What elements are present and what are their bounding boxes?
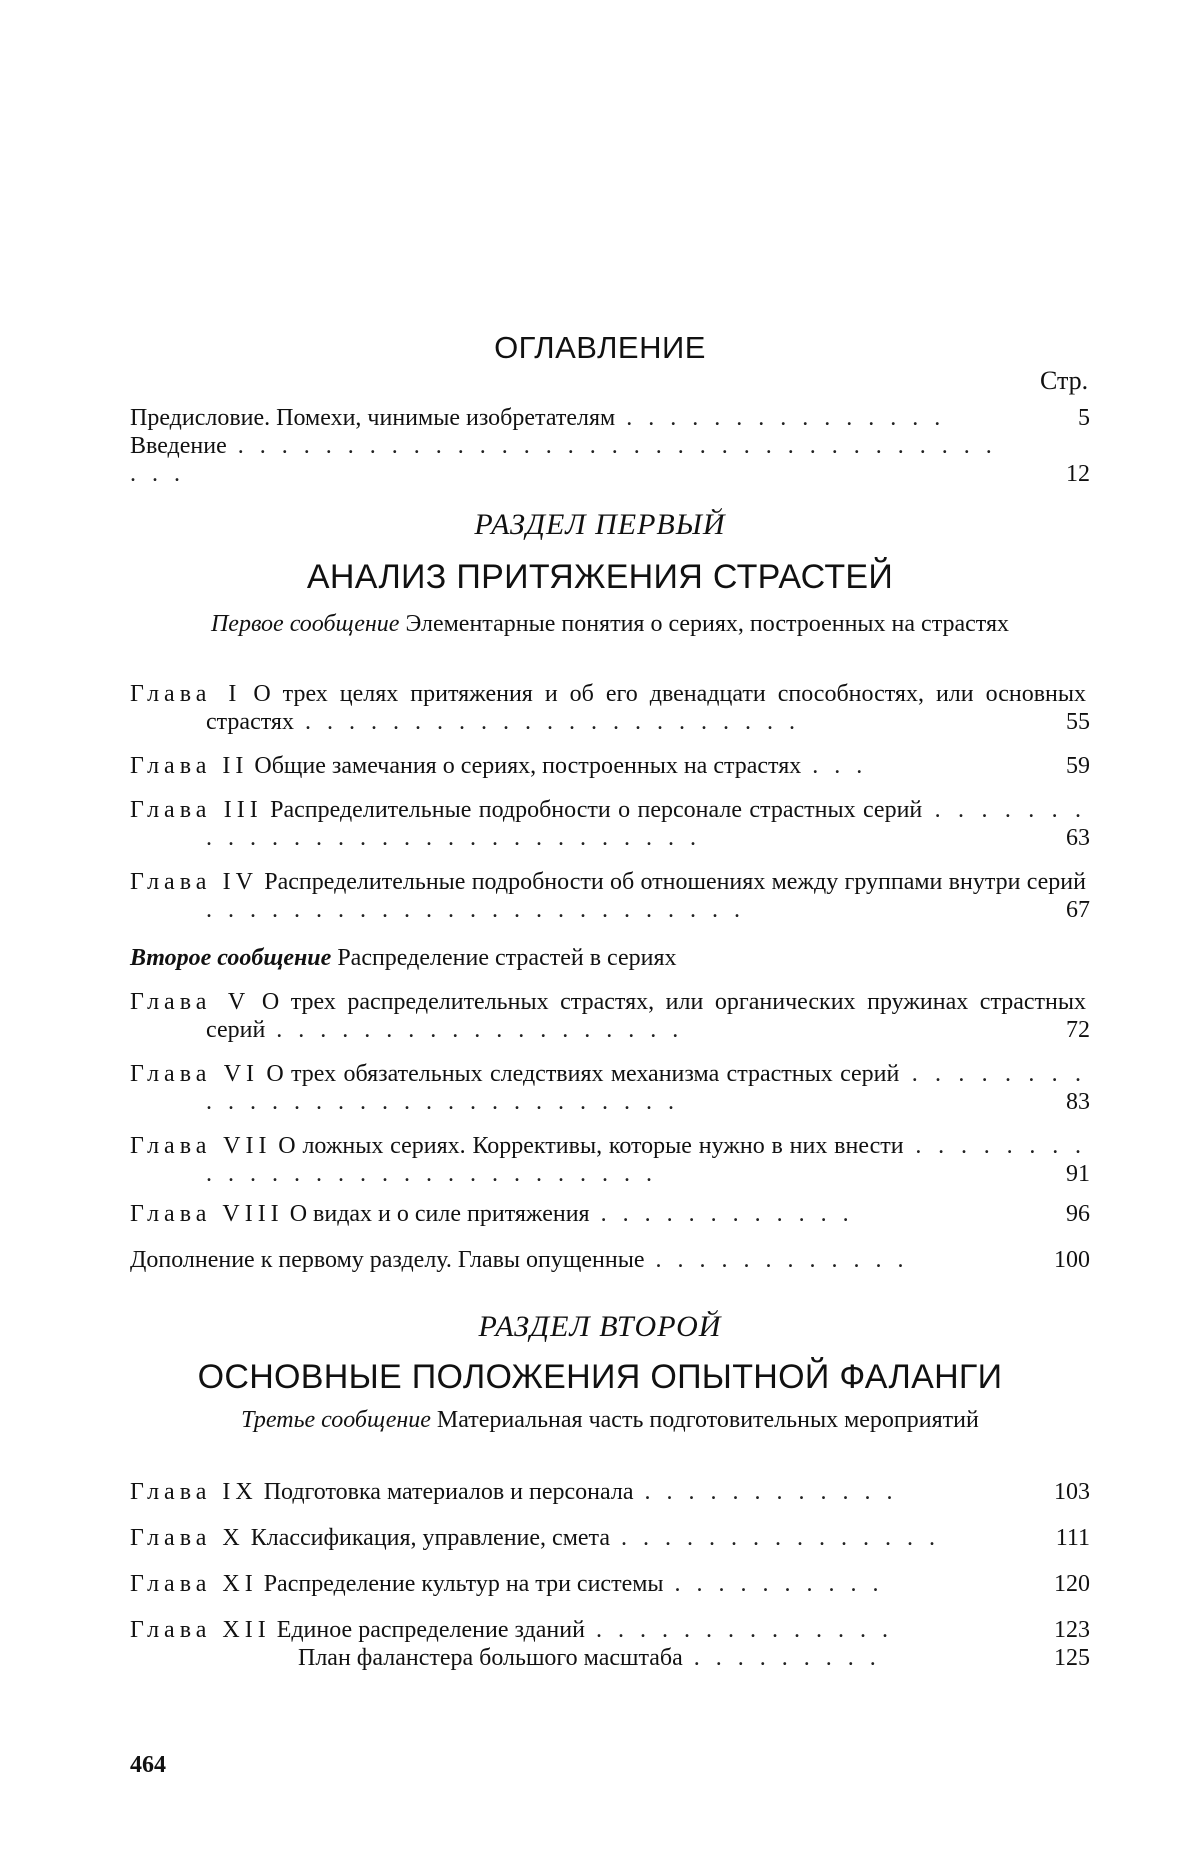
chapter-label: Глава VI [130,1061,260,1087]
chapter-label: Глава IV [130,869,258,895]
toc-entry-phalanstery-plan[interactable]: План фаланстера большого масштаба . . . . . . . . . 125 [298,1645,1090,1671]
chapter-label: Глава VII [130,1133,272,1159]
toc-entry-chapter-7[interactable]: Глава VII О ложных сериях. Коррективы, которые нужно в них внести . . . . . . . . . . . . . . . . . . . . . . . . . . . . . 91 [130,1133,1090,1187]
toc-entry-introduction[interactable]: Введение . . . . . . . . . . . . . . . . . . . . . . . . . . . . . . . . . . . . . . 12 [130,433,1090,487]
message2-lead: Второе сообщение [130,945,332,971]
entry-title: Классификация, управление, смета [244,1525,610,1551]
entry-page: 123 [1054,1617,1090,1643]
chapter-label: Глава XII [130,1617,271,1643]
entry-title: Предисловие. Помехи, чинимые изобретателям [130,405,616,431]
entry-title: Общие замечания о сериях, построенных на страстях [248,753,802,779]
chapter-label: Глава IX [130,1479,258,1505]
toc-title: ОГЛАВЛЕНИЕ [494,330,706,365]
toc-entry-chapter-12[interactable]: Глава XII Единое распределение зданий . . . . . . . . . . . . . . 123 [130,1617,1090,1643]
message1-lead: Первое сообщение [210,611,400,637]
page-column-label: Стр. [1040,366,1089,395]
toc-entry-preface[interactable]: Предисловие. Помехи, чинимые изобретателям . . . . . . . . . . . . . . . 5 [130,405,1090,431]
message3 [195,1406,1025,1434]
entry-title: О трех распределительных страстях, или органических пружинах страстных серий [206,989,1087,1043]
toc-entry-chapter-8[interactable]: Глава VIII О видах и о силе притяжения . . . . . . . . . . . . 96 [130,1201,1090,1227]
entry-page: 111 [1055,1525,1090,1551]
message3-lead: Третье сообщение [241,1407,431,1433]
message1-text: Элементарные понятия о сериях, построенных на страстях [399,611,1010,637]
page-number: 464 [130,1752,166,1778]
entry-title: О трех целях притяжения и об его двенадцати способностях, или основных страстях [206,681,1087,735]
entry-title: Дополнение к первому разделу. Главы опущенные [130,1247,645,1273]
part1-title: АНАЛИЗ ПРИТЯЖЕНИЯ СТРАСТЕЙ [306,558,894,596]
entry-page: 91 [1066,1161,1090,1187]
entry-page: 120 [1054,1571,1090,1597]
message1 [195,610,1025,638]
entry-title: Подготовка материалов и персонала [257,1479,634,1505]
entry-title: Распределительные подробности об отношениях между группами внутри серий [257,869,1086,895]
entry-page: 55 [1066,709,1090,735]
toc-entry-chapter-10[interactable]: Глава X Классификация, управление, смета . . . . . . . . . . . . . . . 111 [130,1525,1090,1551]
chapter-label: Глава I [130,681,242,707]
toc-entry-chapter-5[interactable]: Глава V О трех распределительных страстях, или органических пружинах страстных серий . . . . . . . . . . . . . . . . . . . 72 [130,989,1090,1043]
entry-page: 103 [1054,1479,1090,1505]
chapter-label: Глава X [130,1525,245,1551]
toc-entry-chapter-3[interactable]: Глава III Распределительные подробности о персонале страстных серий . . . . . . . . . . . . . . . . . . . . . . . . . . . . . . 63 [130,797,1090,851]
toc-entry-chapter-11[interactable]: Глава XI Распределение культур на три системы . . . . . . . . . . 120 [130,1571,1090,1597]
toc-entry-chapter-4[interactable]: Глава IV Распределительные подробности об отношениях между группами внутри серий . . . . . . . . . . . . . . . . . . . . . . . . . 67 [130,869,1090,923]
chapter-label: Глава III [130,797,263,823]
entry-title: Единое распределение зданий [270,1617,585,1643]
entry-page: 72 [1066,1017,1090,1043]
entry-page: 83 [1066,1089,1090,1115]
entry-page: 59 [1066,753,1090,779]
entry-page: 96 [1066,1201,1090,1227]
toc-entry-chapter-2[interactable]: Глава II Общие замечания о сериях, построенных на страстях . . . 59 [130,753,1090,779]
message2 [130,944,1030,972]
toc-entry-chapter-1[interactable]: Глава I О трех целях притяжения и об его двенадцати способностях, или основных страстях . . . . . . . . . . . . . . . . . . . . . . . 55 [130,681,1090,735]
entry-title: О трех обязательных следствиях механизма страстных серий [259,1061,900,1087]
part2-label: РАЗДЕЛ ВТОРОЙ [478,1310,722,1343]
entry-title: План фаланстера большого масштаба [298,1645,683,1671]
entry-page: 12 [1066,461,1090,487]
part2-title: ОСНОВНЫЕ ПОЛОЖЕНИЯ ОПЫТНОЙ ФАЛАНГИ [197,1358,1003,1396]
entry-title: Распределительные подробности о персонале страстных серий [262,797,923,823]
entry-page: 5 [1078,405,1090,431]
entry-page: 67 [1066,897,1090,923]
entry-title: О ложных сериях. Коррективы, которые нужно в них внести [271,1133,904,1159]
chapter-label: Глава VIII [130,1201,284,1227]
chapter-label: Глава XI [130,1571,258,1597]
entry-title: Введение [130,433,227,459]
toc-entry-supplement[interactable]: Дополнение к первому разделу. Главы опущенные . . . . . . . . . . . . 100 [130,1247,1090,1273]
entry-title: О видах и о силе притяжения [283,1201,590,1227]
entry-title: Распределение культур на три системы [257,1571,664,1597]
message2-text: Распределение страстей в сериях [331,945,677,971]
message3-text: Материальная часть подготовительных мероприятий [430,1407,979,1433]
toc-entry-chapter-6[interactable]: Глава VI О трех обязательных следствиях механизма страстных серий . . . . . . . . . . . . . . . . . . . . . . . . . . . . . . 83 [130,1061,1090,1115]
part1-label: РАЗДЕЛ ПЕРВЫЙ [474,508,726,541]
chapter-label: Глава II [130,753,249,779]
entry-page: 63 [1066,825,1090,851]
entry-page: 100 [1054,1247,1090,1273]
entry-page: 125 [1054,1645,1090,1671]
chapter-label: Глава V [130,989,251,1015]
toc-entry-chapter-9[interactable]: Глава IX Подготовка материалов и персонала . . . . . . . . . . . . 103 [130,1479,1090,1505]
